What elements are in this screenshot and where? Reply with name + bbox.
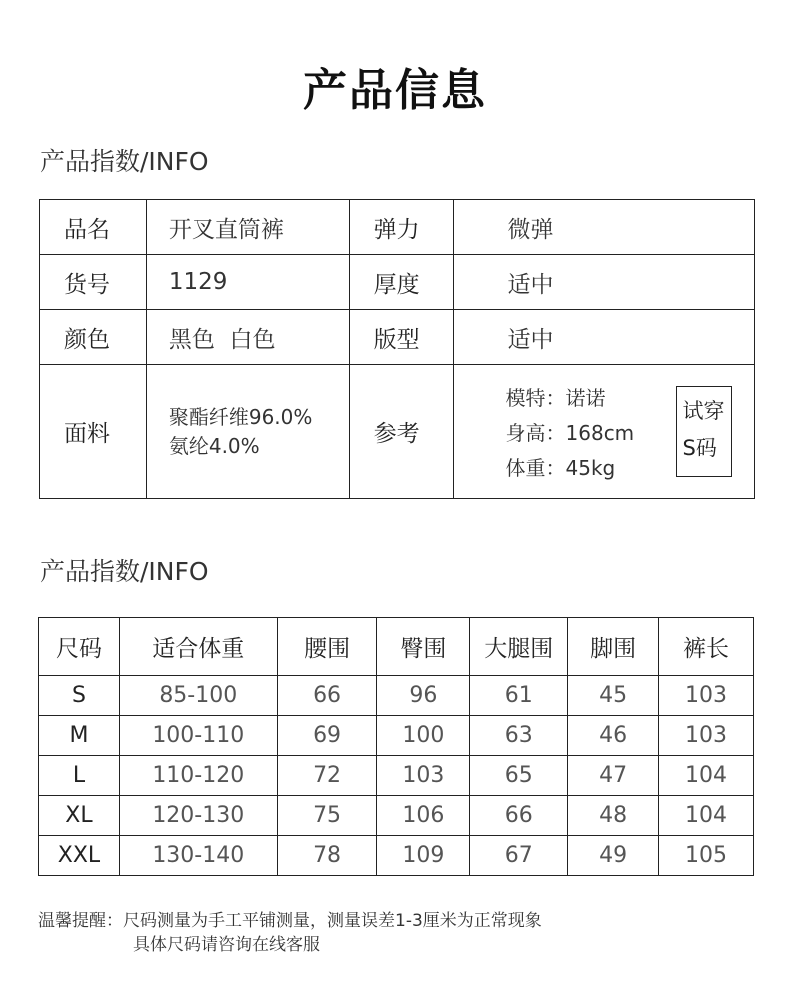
info-key: 参考: [349, 365, 453, 499]
table-cell: 67: [470, 836, 568, 876]
info-row: [40, 365, 755, 499]
info-key: 弹力: [349, 200, 453, 255]
table-cell: 106: [377, 796, 470, 836]
header-waist: 腰围: [277, 618, 377, 676]
reference-cell: [453, 365, 754, 499]
table-cell: 130-140: [119, 836, 277, 876]
table-cell: 65: [470, 756, 568, 796]
table-cell: 120-130: [119, 796, 277, 836]
table-cell: 66: [470, 796, 568, 836]
info-key: 品名: [40, 200, 147, 255]
info-key: 版型: [349, 310, 453, 365]
header-size: 尺码: [39, 618, 120, 676]
fabric-composition: [146, 365, 349, 499]
tryon-label: 试穿: [682, 399, 725, 423]
table-cell: 85-100: [119, 676, 277, 716]
info-value: 黑色 白色: [146, 310, 349, 365]
fabric-line: 氨纶4.0%: [168, 433, 260, 458]
page-title: 产品信息: [303, 65, 487, 116]
info-row: [40, 200, 755, 255]
table-row: [39, 796, 754, 836]
model-height: 身高：168cm: [505, 421, 635, 445]
model-reference: [506, 381, 635, 486]
header-thigh: 大腿围: [470, 618, 568, 676]
info-key: 货号: [40, 255, 147, 310]
table-cell: L: [39, 756, 120, 796]
section-heading-info: 产品指数/INFO: [40, 147, 209, 176]
section-heading-size: 产品指数/INFO: [40, 557, 209, 586]
info-value: 适中: [453, 255, 754, 310]
size-chart-table: [38, 617, 754, 876]
info-key: 厚度: [349, 255, 453, 310]
model-weight: 体重：45kg: [505, 456, 616, 480]
table-row: [39, 716, 754, 756]
info-value: 适中: [453, 310, 754, 365]
table-cell: 66: [277, 676, 377, 716]
table-cell: XL: [39, 796, 120, 836]
info-row: [40, 255, 755, 310]
tryon-size-box: [676, 386, 732, 477]
customer-service-note: 具体尺码请咨询在线客服: [133, 935, 320, 955]
table-cell: 109: [377, 836, 470, 876]
table-cell: 105: [659, 836, 754, 876]
info-value: 微弹: [453, 200, 754, 255]
table-row: [39, 836, 754, 876]
size-table-header: [39, 618, 754, 676]
table-cell: 100-110: [119, 716, 277, 756]
table-cell: 104: [659, 756, 754, 796]
header-weight: 适合体重: [119, 618, 277, 676]
measurement-note: 温馨提醒：尺码测量为手工平铺测量，测量误差1-3厘米为正常现象: [38, 911, 542, 931]
info-key: 颜色: [40, 310, 147, 365]
table-cell: 110-120: [119, 756, 277, 796]
header-leg-opening: 脚围: [568, 618, 659, 676]
product-info-table: [39, 199, 755, 499]
table-cell: 78: [277, 836, 377, 876]
table-cell: 49: [568, 836, 659, 876]
table-cell: 104: [659, 796, 754, 836]
info-key: 面料: [40, 365, 147, 499]
table-cell: 63: [470, 716, 568, 756]
tryon-size: S码: [682, 436, 717, 460]
table-cell: 69: [277, 716, 377, 756]
table-cell: 61: [470, 676, 568, 716]
table-cell: 47: [568, 756, 659, 796]
model-name: 模特：诺诺: [505, 386, 606, 410]
fabric-line: 聚酯纤维96.0%: [168, 404, 313, 429]
table-cell: 72: [277, 756, 377, 796]
table-cell: M: [39, 716, 120, 756]
table-cell: 103: [659, 676, 754, 716]
table-cell: 100: [377, 716, 470, 756]
header-length: 裤长: [659, 618, 754, 676]
table-cell: S: [39, 676, 120, 716]
info-value: 1129: [146, 255, 349, 310]
table-cell: XXL: [39, 836, 120, 876]
table-cell: 45: [568, 676, 659, 716]
table-cell: 48: [568, 796, 659, 836]
table-cell: 75: [277, 796, 377, 836]
table-row: [39, 756, 754, 796]
info-row: [40, 310, 755, 365]
table-cell: 103: [377, 756, 470, 796]
info-value: 开叉直筒裤: [146, 200, 349, 255]
table-row: [39, 676, 754, 716]
header-hip: 臀围: [377, 618, 470, 676]
table-cell: 46: [568, 716, 659, 756]
table-cell: 103: [659, 716, 754, 756]
table-cell: 96: [377, 676, 470, 716]
